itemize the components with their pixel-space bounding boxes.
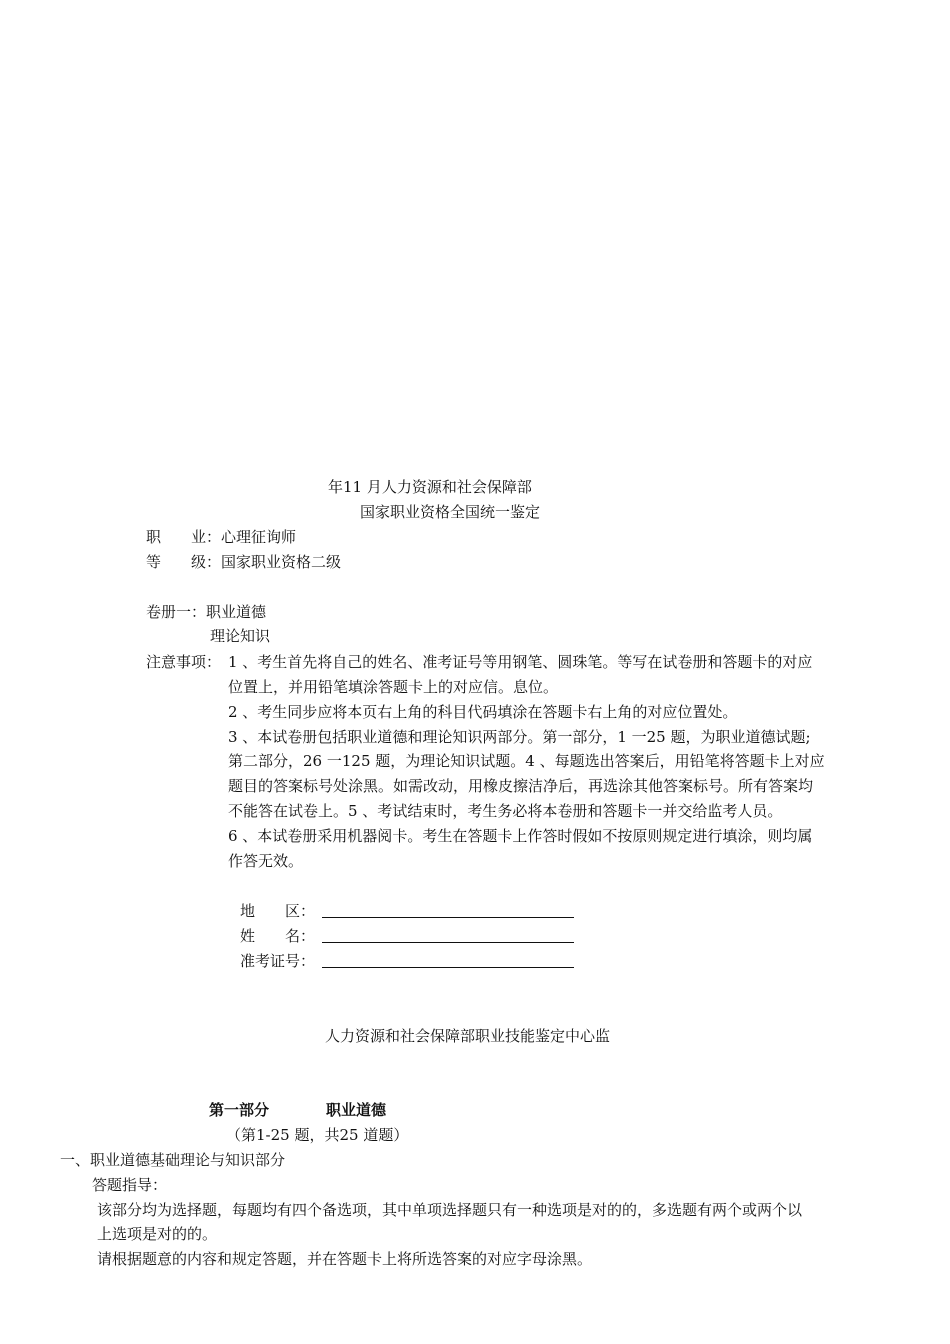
- notes-line-3: 2 、考生同步应将本页右上角的科目代码填涂在答题卡右上角的对应位置处。: [228, 703, 738, 721]
- occupation-value: 心理征询师: [221, 528, 297, 546]
- notes-line-5: 第二部分，26 一125 题，为理论知识试题。4 、每题选出答案后，用铅笔将答题卡上对应: [228, 752, 825, 770]
- level-row: [146, 552, 341, 572]
- region-input-line[interactable]: [322, 917, 574, 918]
- notes-line-1: 1 、考生首先将自己的姓名、准考证号等用钢笔、圆珠笔。等写在试卷册和答题卡的对应: [228, 653, 813, 671]
- notes-line-4: 3 、本试卷册包括职业道德和理论知识两部分。第一部分，1 一25 题，为职业道德试题;: [228, 728, 811, 746]
- occupation-row: [146, 527, 296, 547]
- part1-title-right: 职业道德: [326, 1101, 387, 1119]
- region-label: 地 区：: [240, 902, 316, 920]
- guide-line-1: 该部分均为选择题，每题均有四个备选项，其中单项选择题只有一种选项是对的的，多选题有两个或两个以: [97, 1201, 803, 1219]
- part1-subtitle: （第1-25 题，共25 道题）: [226, 1126, 409, 1144]
- guide-line-2: 上选项是对的的。: [97, 1225, 218, 1243]
- notes-line-6: 题目的答案标号处涂黑。如需改动，用橡皮擦洁净后，再选涂其他答案标号。所有答案均: [228, 777, 814, 795]
- name-input-line[interactable]: [322, 942, 574, 943]
- name-label: 姓 名：: [240, 927, 316, 945]
- volume-row: [146, 602, 266, 622]
- guide-line-3: 请根据题意的内容和规定答题，并在答题卡上将所选答案的对应字母涂黑。: [97, 1250, 593, 1268]
- volume-label: 卷册一：: [146, 603, 207, 621]
- level-label: 等 级：: [146, 553, 222, 571]
- header-line-2: 国家职业资格全国统一鉴定: [360, 503, 541, 521]
- notes-line-7: 不能答在试卷上。5 、考试结束时，考生务必将本卷册和答题卡一并交给监考人员。: [228, 802, 783, 820]
- header-line-1: 年11 月人力资源和社会保障部: [328, 478, 532, 496]
- volume-value-2: 理论知识: [210, 627, 271, 645]
- supervisor-line: 人力资源和社会保障部职业技能鉴定中心监: [325, 1027, 611, 1045]
- notes-label: 注意事项：: [146, 653, 222, 671]
- notes-line-8: 6 、本试卷册采用机器阅卡。考生在答题卡上作答时假如不按原则规定进行填涂，则均属: [228, 827, 813, 845]
- exam-id-label: 准考证号：: [240, 952, 316, 970]
- occupation-label: 职 业：: [146, 528, 222, 546]
- notes-line-9: 作答无效。: [228, 852, 304, 870]
- section1-heading: 一、职业道德基础理论与知识部分: [60, 1151, 286, 1169]
- level-value: 国家职业资格二级: [221, 553, 342, 571]
- exam-id-input-line[interactable]: [322, 967, 574, 968]
- guide-label: 答题指导：: [92, 1176, 168, 1194]
- part1-title-left: 第一部分: [209, 1101, 270, 1119]
- volume-value-1: 职业道德: [206, 603, 267, 621]
- notes-line-2: 位置上，并用铅笔填涂答题卡上的对应信。息位。: [228, 678, 559, 696]
